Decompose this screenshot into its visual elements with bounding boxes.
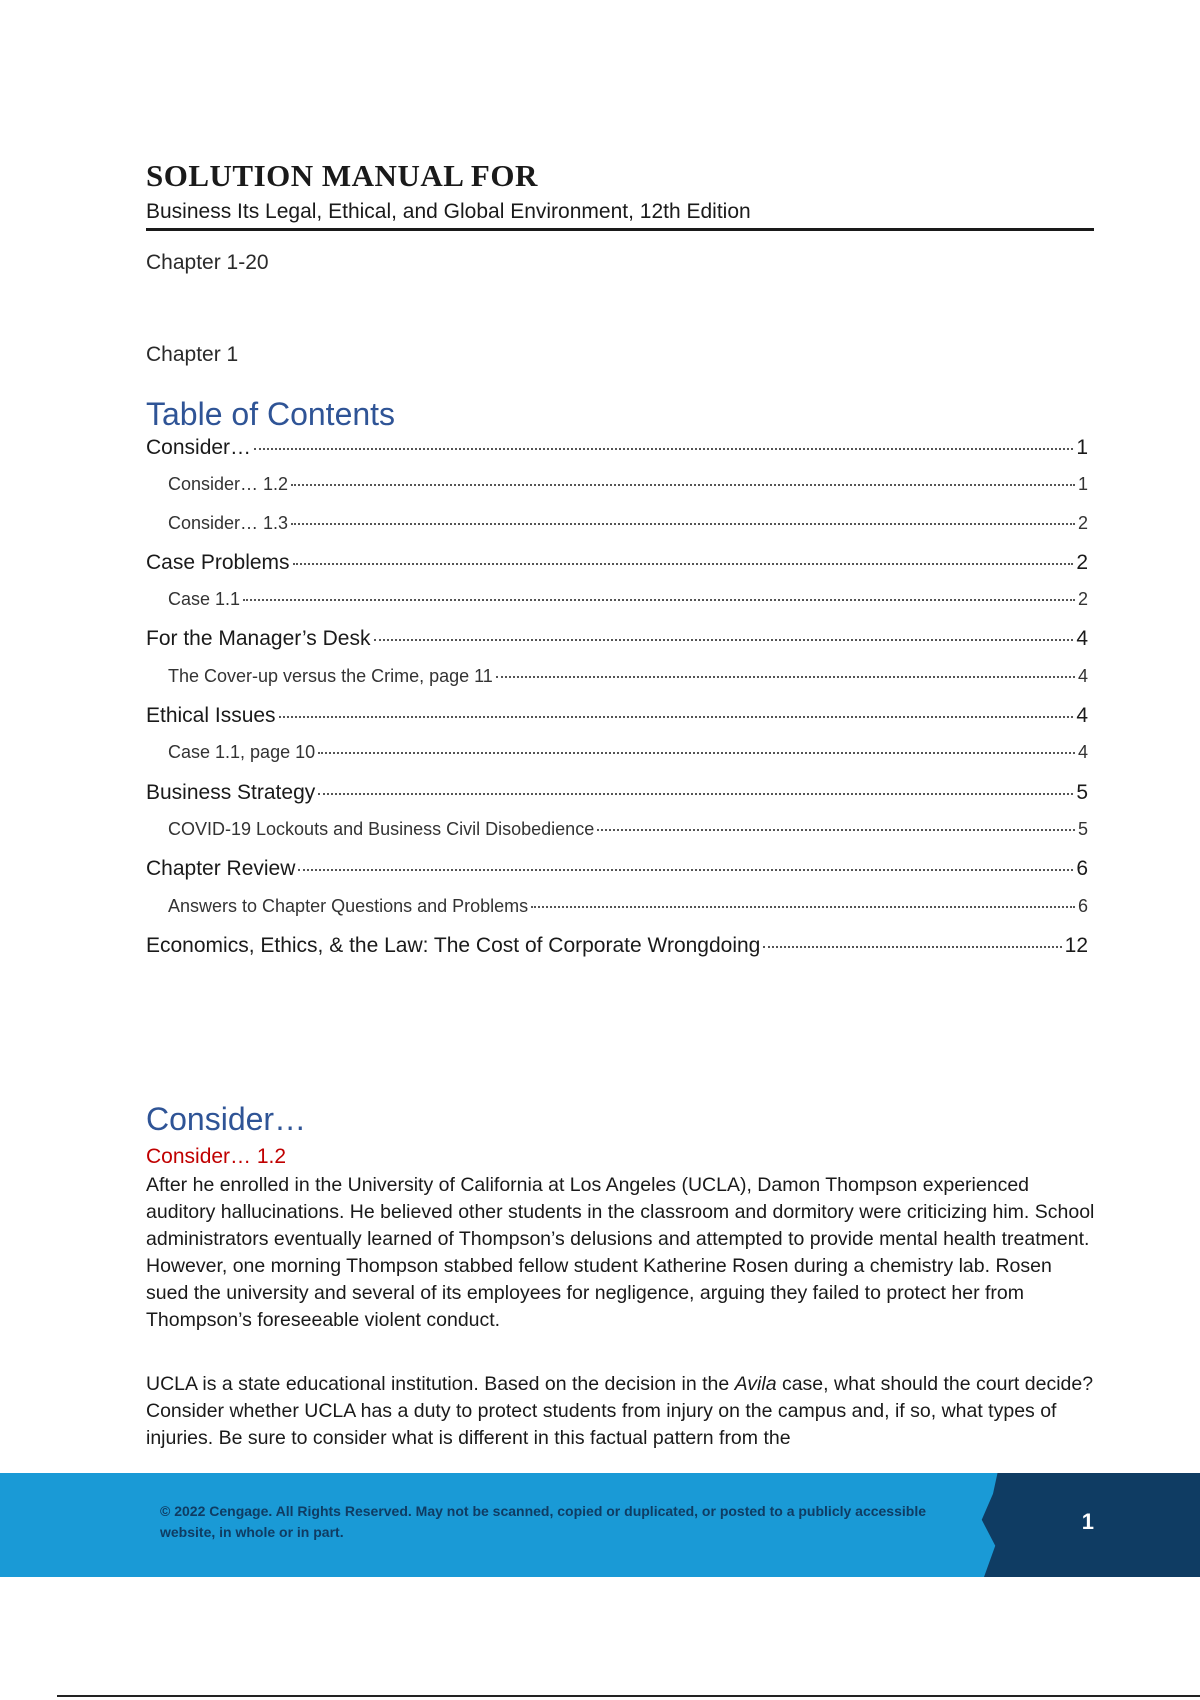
document-subtitle: Business Its Legal, Ethical, and Global Environment, 12th Edition (146, 200, 751, 223)
toc-dot-leader (293, 563, 1074, 565)
toc-dot-leader (597, 829, 1075, 831)
toc-entry-title: The Cover-up versus the Crime, page 11 (168, 665, 493, 686)
paragraph-text: case, what should the court decide? Consider whether UCLA has a duty to protect students from injury on the campus and, if so, what types of injuries. Be sure to consider what is different in this factual pattern from the (146, 1373, 1094, 1449)
toc-entry-title: Consider… 1.2 (168, 474, 289, 495)
title-divider (146, 228, 1094, 231)
toc-entry-title: Case 1.1, page 10 (168, 742, 316, 763)
toc-entry[interactable] (146, 627, 1088, 665)
toc-entry[interactable] (146, 513, 1088, 551)
body-paragraph (146, 1371, 1096, 1452)
body-paragraph: After he enrolled in the University of California at Los Angeles (UCLA), Damon Thompson experienced auditory hallucinations. He believed other students in the classroom and dormitory were criticizing him. School administrators eventually learned of Thompson’s delusions and attempted to provide mental health treatment. However, one morning Thompson stabbed fellow student Katherine Rosen during a chemistry lab. Rosen sued the university and several of its employees for negligence, arguing they failed to protect her from Thompson’s foreseeable violent conduct. (146, 1174, 1095, 1331)
toc-entry[interactable] (146, 474, 1088, 512)
toc-entry[interactable] (146, 934, 1088, 972)
toc-entry-title: Business Strategy (146, 780, 316, 804)
toc-entry-page: 2 (1076, 550, 1088, 574)
toc-dot-leader (291, 484, 1075, 486)
toc-entry-page: 5 (1077, 818, 1088, 839)
copyright-notice: © 2022 Cengage. All Rights Reserved. May not be scanned, copied or duplicated, or posted to a publicly accessible website, in whole or in part. (160, 1503, 927, 1540)
case-name-italic: Avila (734, 1373, 777, 1395)
toc-entry[interactable] (146, 666, 1088, 704)
toc-entry-page: 2 (1077, 512, 1088, 533)
toc-entry-page: 2 (1077, 589, 1088, 610)
toc-dot-leader (291, 523, 1075, 525)
toc-entry-title: COVID-19 Lockouts and Business Civil Disobedience (168, 818, 595, 839)
toc-dot-leader (374, 639, 1074, 641)
chapter-label: Chapter 1 (146, 343, 239, 366)
toc-entry-title: Answers to Chapter Questions and Problems (168, 895, 529, 916)
toc-entry-page: 1 (1076, 436, 1088, 459)
toc-heading: Table of Contents (146, 396, 396, 432)
toc-dot-leader (318, 793, 1073, 795)
toc-entry-page: 6 (1077, 895, 1088, 916)
toc-dot-leader (254, 448, 1073, 450)
toc-entry[interactable] (146, 896, 1088, 934)
toc-dot-leader (298, 869, 1073, 871)
toc-dot-leader (318, 752, 1075, 754)
toc-entry-title: For the Manager’s Desk (146, 627, 371, 651)
toc-entry-page: 4 (1077, 742, 1088, 763)
paragraph-text: UCLA is a state educational institution. Based on the decision in the (146, 1373, 735, 1395)
toc-dot-leader (496, 676, 1075, 678)
document-title: SOLUTION MANUAL FOR (146, 158, 538, 193)
toc-entry-title: Consider… (146, 436, 252, 459)
toc-entry-page: 1 (1077, 474, 1088, 495)
subsection-heading: Consider… 1.2 (146, 1145, 287, 1168)
page-bottom-divider (57, 1695, 1200, 1697)
toc-entry-title: Consider… 1.3 (168, 512, 289, 533)
toc-entry-page: 6 (1076, 857, 1088, 881)
toc-entry-page: 12 (1064, 933, 1088, 957)
toc-entry-page: 4 (1076, 704, 1088, 728)
toc-entry-title: Case 1.1 (168, 589, 241, 610)
toc-entry[interactable] (146, 857, 1088, 895)
toc-entry[interactable] (146, 742, 1088, 780)
toc-entry-title: Ethical Issues (146, 704, 276, 728)
toc-entry-title: Case Problems (146, 550, 290, 574)
section-heading: Consider… (146, 1101, 307, 1137)
toc-entry[interactable] (146, 589, 1088, 627)
toc-dot-leader (531, 906, 1075, 908)
toc-entry-title: Chapter Review (146, 857, 296, 881)
table-of-contents (146, 436, 1088, 972)
toc-entry[interactable] (146, 819, 1088, 857)
toc-entry-page: 4 (1076, 627, 1088, 651)
page-number: 1 (1081, 1509, 1094, 1534)
toc-entry-page: 4 (1077, 665, 1088, 686)
toc-entry[interactable] (146, 781, 1088, 819)
toc-entry-title: Economics, Ethics, & the Law: The Cost of Corporate Wrongdoing (146, 933, 761, 957)
toc-dot-leader (763, 946, 1061, 948)
page-footer (0, 1473, 1200, 1577)
toc-entry-page: 5 (1076, 780, 1088, 804)
toc-dot-leader (279, 716, 1074, 718)
chapter-range: Chapter 1-20 (146, 251, 269, 274)
toc-entry[interactable] (146, 436, 1088, 474)
toc-dot-leader (243, 599, 1075, 601)
toc-entry[interactable] (146, 704, 1088, 742)
toc-entry[interactable] (146, 551, 1088, 589)
